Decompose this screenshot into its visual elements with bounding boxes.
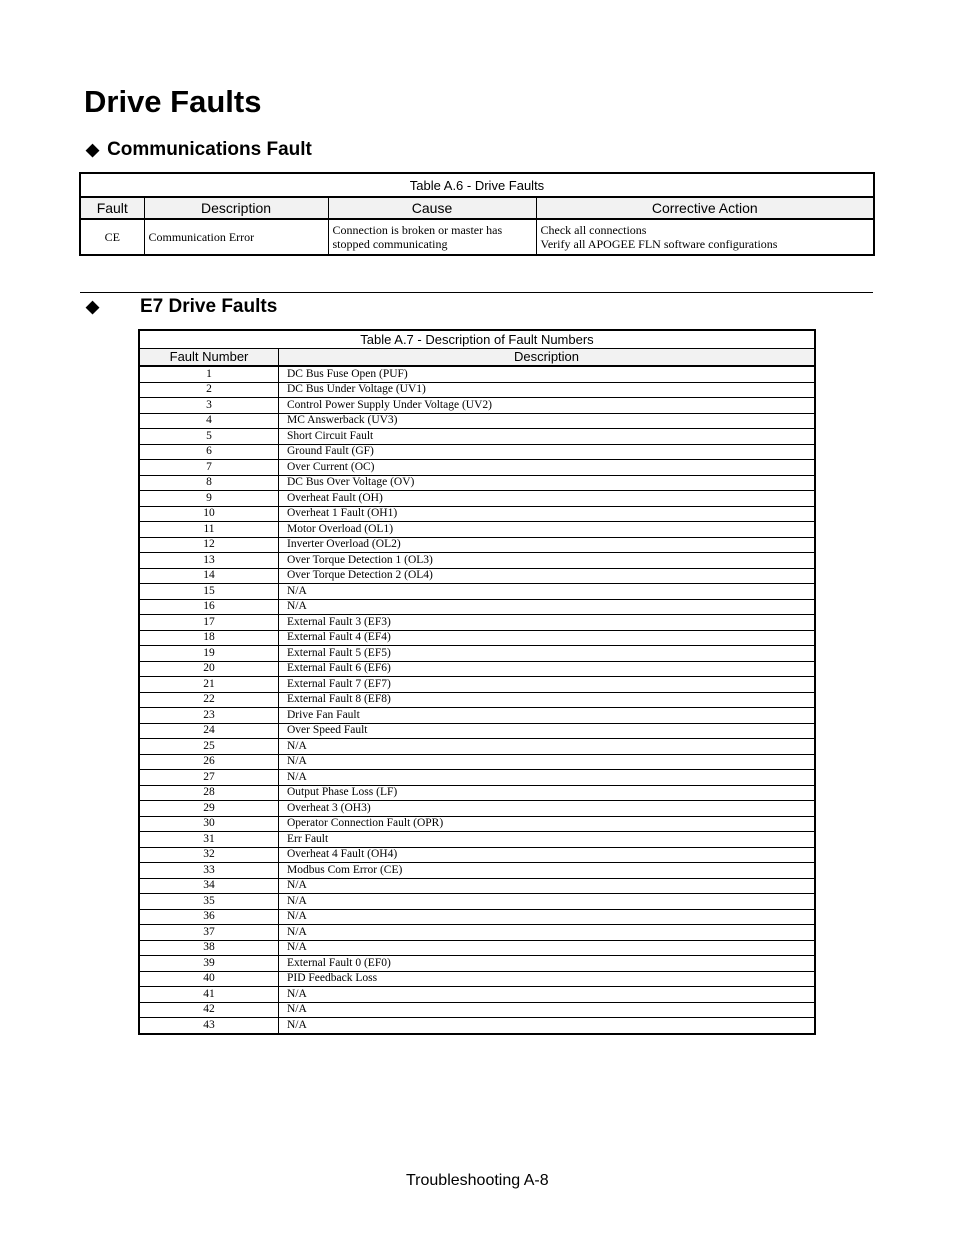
fault-number-cell: 12 xyxy=(139,537,279,553)
fault-description-cell: DC Bus Over Voltage (OV) xyxy=(279,475,816,491)
fault-description-cell: N/A xyxy=(279,987,816,1003)
fault-number-cell: 21 xyxy=(139,677,279,693)
fault-number-cell: 28 xyxy=(139,785,279,801)
table-row xyxy=(139,413,815,429)
fault-description-cell: External Fault 6 (EF6) xyxy=(279,661,816,677)
fault-number-cell: 18 xyxy=(139,630,279,646)
fault-number-cell: 41 xyxy=(139,987,279,1003)
table-row xyxy=(139,863,815,879)
fault-description-cell: External Fault 8 (EF8) xyxy=(279,692,816,708)
fault-description-cell: Inverter Overload (OL2) xyxy=(279,537,816,553)
fault-number-cell: 24 xyxy=(139,723,279,739)
table-row xyxy=(139,1002,815,1018)
fault-number-cell: 37 xyxy=(139,925,279,941)
table-row xyxy=(139,692,815,708)
table-row xyxy=(139,398,815,414)
table-row xyxy=(139,366,815,382)
table-row xyxy=(139,615,815,631)
fault-number-cell: 31 xyxy=(139,832,279,848)
fault-number-cell: 20 xyxy=(139,661,279,677)
fault-number-cell: 25 xyxy=(139,739,279,755)
diamond-bullet-icon: ◆ xyxy=(86,140,100,159)
table-row xyxy=(139,429,815,445)
fault-description-cell: Over Current (OC) xyxy=(279,460,816,476)
fault-number-cell: 43 xyxy=(139,1018,279,1034)
fault-description-cell: Over Torque Detection 1 (OL3) xyxy=(279,553,816,569)
column-header-cause: Cause xyxy=(328,197,536,219)
fault-number-cell: 4 xyxy=(139,413,279,429)
fault-number-cell: 1 xyxy=(139,366,279,382)
fault-description-cell: N/A xyxy=(279,878,816,894)
fault-description-cell: N/A xyxy=(279,584,816,600)
fault-number-cell: 38 xyxy=(139,940,279,956)
fault-description-cell: MC Answerback (UV3) xyxy=(279,413,816,429)
table-row xyxy=(139,584,815,600)
fault-description-cell: Modbus Com Error (CE) xyxy=(279,863,816,879)
fault-rows xyxy=(139,366,815,1034)
fault-number-cell: 9 xyxy=(139,491,279,507)
table-row xyxy=(139,847,815,863)
table-row xyxy=(139,444,815,460)
fault-description-cell: Operator Connection Fault (OPR) xyxy=(279,816,816,832)
fault-description-cell: DC Bus Fuse Open (PUF) xyxy=(279,366,816,382)
fault-description-cell: Overheat 4 Fault (OH4) xyxy=(279,847,816,863)
fault-number-cell: 33 xyxy=(139,863,279,879)
table-row xyxy=(139,956,815,972)
fault-description-cell: Err Fault xyxy=(279,832,816,848)
table-row xyxy=(139,599,815,615)
fault-number-cell: 14 xyxy=(139,568,279,584)
corrective-action-cell xyxy=(536,219,874,255)
table-row xyxy=(139,708,815,724)
fault-description-cell: External Fault 3 (EF3) xyxy=(279,615,816,631)
action-line: Check all connections xyxy=(540,223,647,237)
table-row xyxy=(139,1018,815,1034)
fault-description-cell: N/A xyxy=(279,925,816,941)
fault-number-cell: 2 xyxy=(139,382,279,398)
fault-description-cell: N/A xyxy=(279,909,816,925)
fault-description-cell: Overheat 3 (OH3) xyxy=(279,801,816,817)
fault-number-cell: 40 xyxy=(139,971,279,987)
table-row xyxy=(139,940,815,956)
page-title: Drive Faults xyxy=(84,84,262,119)
fault-description-cell: Over Torque Detection 2 (OL4) xyxy=(279,568,816,584)
fault-description-cell: N/A xyxy=(279,894,816,910)
fault-number-cell: 11 xyxy=(139,522,279,538)
fault-code-cell: CE xyxy=(80,219,144,255)
table-row xyxy=(139,522,815,538)
cause-line: stopped communicating xyxy=(332,237,448,251)
fault-number-cell: 17 xyxy=(139,615,279,631)
fault-numbers-table xyxy=(138,329,816,1035)
fault-description-cell: Ground Fault (GF) xyxy=(279,444,816,460)
fault-cause-cell xyxy=(328,219,536,255)
table-row xyxy=(139,537,815,553)
table-caption: Table A.6 - Drive Faults xyxy=(80,173,874,197)
cause-line: Connection is broken or master has xyxy=(332,223,503,237)
section-divider xyxy=(80,292,873,293)
fault-description-cell: External Fault 5 (EF5) xyxy=(279,646,816,662)
section-heading-text: Communications Fault xyxy=(107,139,312,160)
fault-number-cell: 30 xyxy=(139,816,279,832)
fault-description-cell: N/A xyxy=(279,940,816,956)
table-row xyxy=(139,506,815,522)
fault-description-cell: N/A xyxy=(279,599,816,615)
fault-description-cell: N/A xyxy=(279,1018,816,1034)
table-row xyxy=(139,382,815,398)
fault-number-cell: 13 xyxy=(139,553,279,569)
fault-number-cell: 26 xyxy=(139,754,279,770)
fault-description-cell: N/A xyxy=(279,739,816,755)
table-row xyxy=(139,630,815,646)
fault-number-cell: 7 xyxy=(139,460,279,476)
table-row xyxy=(139,661,815,677)
column-header-corrective-action: Corrective Action xyxy=(536,197,874,219)
fault-description-cell: Over Speed Fault xyxy=(279,723,816,739)
table-row xyxy=(139,801,815,817)
table-row xyxy=(139,646,815,662)
section-heading-communications-fault xyxy=(86,138,312,162)
fault-number-cell: 5 xyxy=(139,429,279,445)
fault-number-cell: 19 xyxy=(139,646,279,662)
column-header-description: Description xyxy=(279,349,816,367)
fault-number-cell: 29 xyxy=(139,801,279,817)
fault-description-cell: External Fault 0 (EF0) xyxy=(279,956,816,972)
fault-description-cell: Drive Fan Fault xyxy=(279,708,816,724)
table-row xyxy=(139,739,815,755)
table-row xyxy=(139,987,815,1003)
diamond-bullet-icon: ◆ xyxy=(86,297,100,316)
table-row xyxy=(139,816,815,832)
fault-number-cell: 8 xyxy=(139,475,279,491)
fault-number-cell: 36 xyxy=(139,909,279,925)
fault-description-cell: PID Feedback Loss xyxy=(279,971,816,987)
table-row xyxy=(139,568,815,584)
fault-number-cell: 6 xyxy=(139,444,279,460)
fault-number-cell: 3 xyxy=(139,398,279,414)
table-row xyxy=(139,553,815,569)
fault-number-cell: 23 xyxy=(139,708,279,724)
fault-number-cell: 16 xyxy=(139,599,279,615)
fault-description-cell: N/A xyxy=(279,770,816,786)
table-row xyxy=(139,785,815,801)
fault-number-cell: 15 xyxy=(139,584,279,600)
fault-number-cell: 32 xyxy=(139,847,279,863)
fault-number-cell: 10 xyxy=(139,506,279,522)
fault-description-cell: External Fault 4 (EF4) xyxy=(279,630,816,646)
fault-description-cell: Output Phase Loss (LF) xyxy=(279,785,816,801)
table-row xyxy=(139,878,815,894)
table-row xyxy=(139,770,815,786)
table-row xyxy=(139,909,815,925)
column-header-description: Description xyxy=(144,197,328,219)
table-row xyxy=(139,925,815,941)
section-heading-e7-drive-faults xyxy=(86,295,277,319)
fault-description-cell: DC Bus Under Voltage (UV1) xyxy=(279,382,816,398)
section-heading-text: E7 Drive Faults xyxy=(140,296,278,317)
column-header-fault: Fault xyxy=(80,197,144,219)
table-row xyxy=(80,219,874,255)
fault-description-cell: Overheat Fault (OH) xyxy=(279,491,816,507)
table-row xyxy=(139,723,815,739)
table-caption: Table A.7 - Description of Fault Numbers xyxy=(139,330,815,349)
fault-description-cell: External Fault 7 (EF7) xyxy=(279,677,816,693)
fault-number-cell: 39 xyxy=(139,956,279,972)
fault-description-cell: Control Power Supply Under Voltage (UV2) xyxy=(279,398,816,414)
fault-description-cell: Short Circuit Fault xyxy=(279,429,816,445)
fault-number-cell: 42 xyxy=(139,1002,279,1018)
fault-number-cell: 34 xyxy=(139,878,279,894)
table-row xyxy=(139,475,815,491)
table-row xyxy=(139,677,815,693)
fault-number-cell: 22 xyxy=(139,692,279,708)
fault-description-cell: Communication Error xyxy=(144,219,328,255)
fault-number-cell: 35 xyxy=(139,894,279,910)
table-row xyxy=(139,894,815,910)
action-line: Verify all APOGEE FLN software configurations xyxy=(540,237,778,251)
table-row xyxy=(139,460,815,476)
fault-description-cell: Motor Overload (OL1) xyxy=(279,522,816,538)
fault-description-cell: N/A xyxy=(279,1002,816,1018)
fault-description-cell: N/A xyxy=(279,754,816,770)
table-row xyxy=(139,491,815,507)
table-row xyxy=(139,832,815,848)
fault-description-cell: Overheat 1 Fault (OH1) xyxy=(279,506,816,522)
table-row xyxy=(139,754,815,770)
page-footer: Troubleshooting A-8 xyxy=(406,1172,549,1189)
column-header-fault-number: Fault Number xyxy=(139,349,279,367)
table-row xyxy=(139,971,815,987)
drive-faults-table xyxy=(79,172,875,256)
fault-number-cell: 27 xyxy=(139,770,279,786)
